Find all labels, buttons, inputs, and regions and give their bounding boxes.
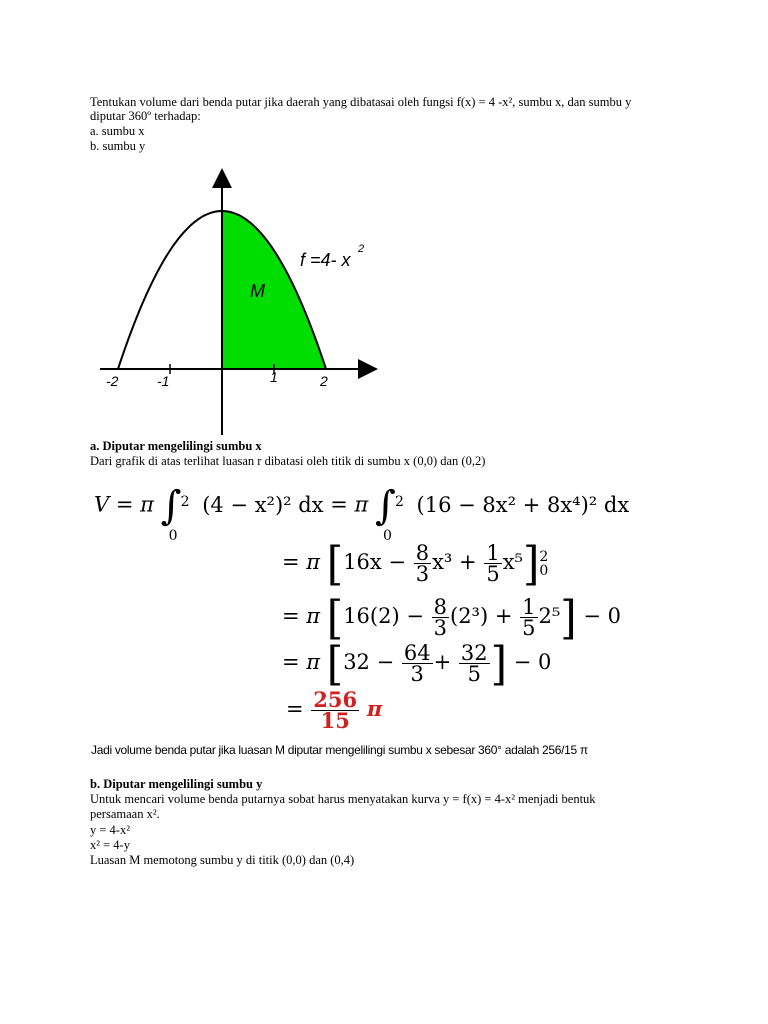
tick-label-minus-1: -1 [157,373,170,389]
function-exponent: 2 [358,243,365,255]
integral-line-4: = π [32 − $\frac{64}{3}$ + $\frac{32}{5}$ ] − 0 [282,636,552,690]
integral-sign-2: ∫ 2 0 [375,483,404,544]
integral-line-2: = π [16x − $\frac{8}{3}$ x³ + $\frac{1}{5}$ x⁵] 2 0 [282,536,549,590]
tick-label-1: 1 [270,369,278,385]
function-label: f =4- x [300,250,351,270]
integral-result: = $\frac{256}{15}$ π [286,687,383,733]
part-b-text-3: Luasan M memotong sumbu y di titik (0,0) dan (0,4) [90,853,355,867]
tick-label-2: 2 [320,373,328,389]
tick-label-minus-2: -2 [106,373,119,389]
part-b-text-2: persamaan x². [90,807,160,821]
part-a-text: Dari grafik di atas terlihat luasan r dibatasi oleh titik di sumbu x (0,0) dan (0,2) [90,454,486,468]
part-b-eq-2: x² = 4-y [90,838,130,852]
option-b: b. sumbu y [90,139,146,153]
region-label: M [250,281,265,301]
part-a-heading: a. Diputar mengelilingi sumbu x [90,439,262,453]
shaded-region-m [222,211,326,369]
problem-line-2: diputar 360º terhadap: [90,109,201,123]
integral-line-1: V = π ∫ 2 0 (4 − x²)² dx = π ∫ 2 0 (16 − 8x² + 8x⁴)² dx [94,483,630,544]
integral-sign: ∫ 2 0 [160,483,190,544]
part-b-eq-1: y = 4-x² [90,823,130,837]
part-b-heading: b. Diputar mengelilingi sumbu y [90,777,263,791]
part-a-conclusion: Jadi volume benda putar jika luasan M diputar mengelilingi sumbu x sebesar 360° adalah 256/15 π [91,743,588,757]
part-b-text-1: Untuk mencari volume benda putarnya sobat harus menyatakan kurva y = f(x) = 4-x² menjadi bentuk [90,792,596,806]
problem-line-1: Tentukan volume dari benda putar jika daerah yang dibatasai oleh fungsi f(x) = 4 -x², sumbu x, dan sumbu y [90,95,632,109]
option-a: a. sumbu x [90,124,145,138]
integral-line-3: = π [16(2) − $\frac{8}{3}$ (2³) + $\frac{1}{5}$ 2⁵] − 0 [282,590,621,644]
